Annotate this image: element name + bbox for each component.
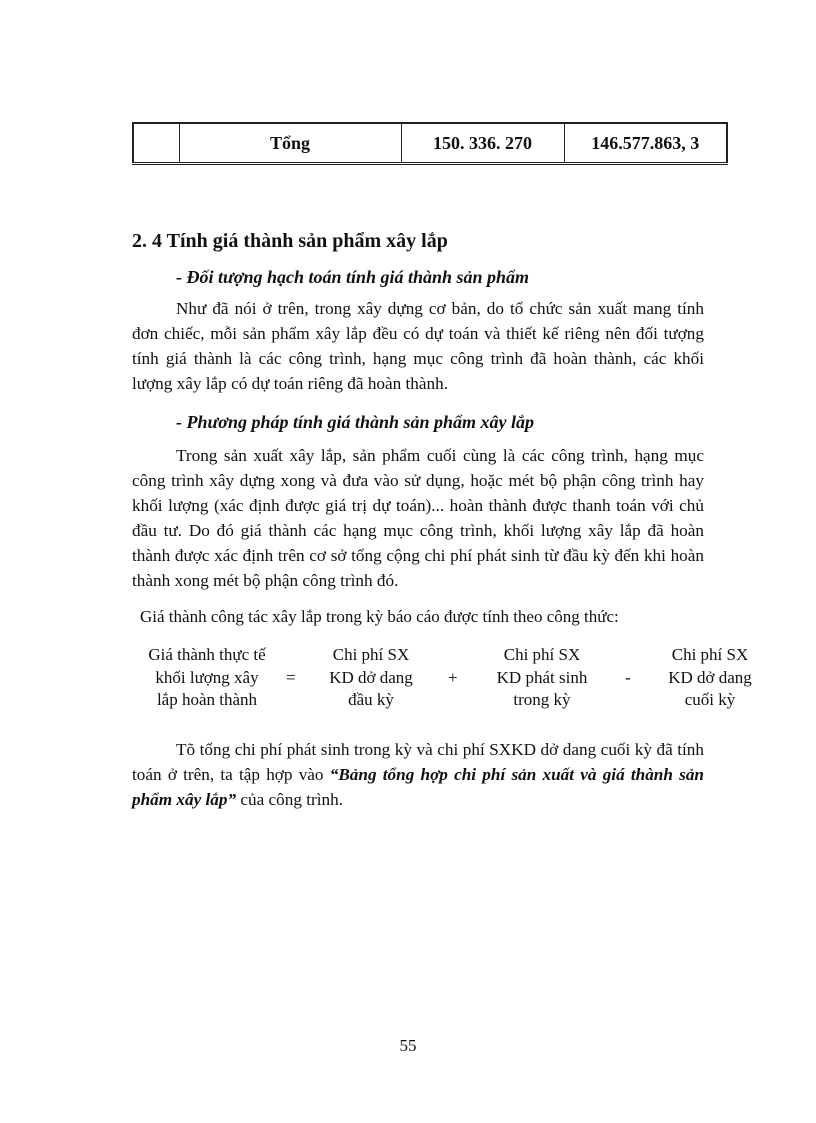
formula-term-line: KD phát sinh <box>496 667 588 687</box>
table-row <box>133 123 727 164</box>
formula-minus: - <box>625 668 631 687</box>
formula-term-closing <box>652 644 768 712</box>
page-number: 55 <box>399 1036 417 1055</box>
total-label-cell: Tổng <box>179 123 401 164</box>
closing-tail: của công trình. <box>236 790 344 809</box>
formula-result-line: khối lượng xây <box>155 667 259 687</box>
formula-term-line: Chi phí SX <box>503 645 581 664</box>
subheading-method: - Phương pháp tính giá thành sản phẩm xây lắp <box>176 412 535 432</box>
formula-result <box>136 644 278 712</box>
formula-term-line: Chi phí SX <box>671 645 749 664</box>
paragraph-method: Trong sản xuất xây lắp, sản phẩm cuối cùng là các công trình, hạng mục công trình xây dựng xong và đưa vào sử dụng, hoặc mét bộ phận công trình hay khối lượng (xác định được giá trị dự toán)... hoàn thành được thanh toán với chủ đầu tư. Do đó giá thành các hạng mục công trình, khối lượng xây lắp đã hoàn thành được xác định trên cơ sở tổng cộng chi phí phát sinh từ đầu kỳ đến khi hoàn thành xong mét bộ phận công trình đó. <box>132 446 704 590</box>
summary-table <box>132 122 728 165</box>
formula-term-incurred <box>478 644 606 712</box>
total-value-cell: 150. 336. 270 <box>401 123 564 164</box>
subheading-cost-object: - Đối tượng hạch toán tính giá thành sản phẩm <box>176 267 530 287</box>
formula-term-opening <box>310 644 432 712</box>
formula-result-line: lắp hoàn thành <box>156 690 258 709</box>
formula-term-line: KD dở dang <box>668 667 752 687</box>
formula-term-line: đầu kỳ <box>348 690 394 709</box>
section-heading: 2. 4 Tính giá thành sản phẩm xây lắp <box>132 230 448 252</box>
total-value-cell-2: 146.577.863, 3 <box>564 123 727 164</box>
paragraph-cost-object: Như đã nói ở trên, trong xây dựng cơ bản, do tổ chức sản xuất mang tính đơn chiếc, mỗi sản phẩm xây lắp đều có dự toán và thiết kế riêng nên đối tượng tính giá thành là các công trình, hạng mục công trình đã hoàn thành, các khối lượng xây lắp có dự toán riêng đã hoàn thành. <box>132 299 704 393</box>
formula-plus: + <box>448 668 458 687</box>
closing-text: Tõ tổng chi phí phát sinh trong kỳ và chi phí SXKD dở dang cuối kỳ đã tính toán ở trên, ta tập hợp vào <box>132 740 704 784</box>
formula-result-line: Giá thành thực tế <box>148 645 266 664</box>
formula-term-line: trong kỳ <box>513 690 571 709</box>
empty-cell <box>133 123 179 164</box>
formula-intro: Giá thành công tác xây lắp trong kỳ báo cáo được tính theo công thức: <box>140 607 619 626</box>
closing-emphasis: “Bảng tổng hợp chi phí sản xuất và giá thành sản phẩm xây lắp” <box>132 765 704 809</box>
closing-paragraph <box>132 737 704 812</box>
formula-term-line: Chi phí SX <box>332 645 410 664</box>
formula-term-line: cuối kỳ <box>684 690 736 709</box>
formula-equals: = <box>286 668 296 687</box>
formula-term-line: KD dở dang <box>329 667 413 687</box>
